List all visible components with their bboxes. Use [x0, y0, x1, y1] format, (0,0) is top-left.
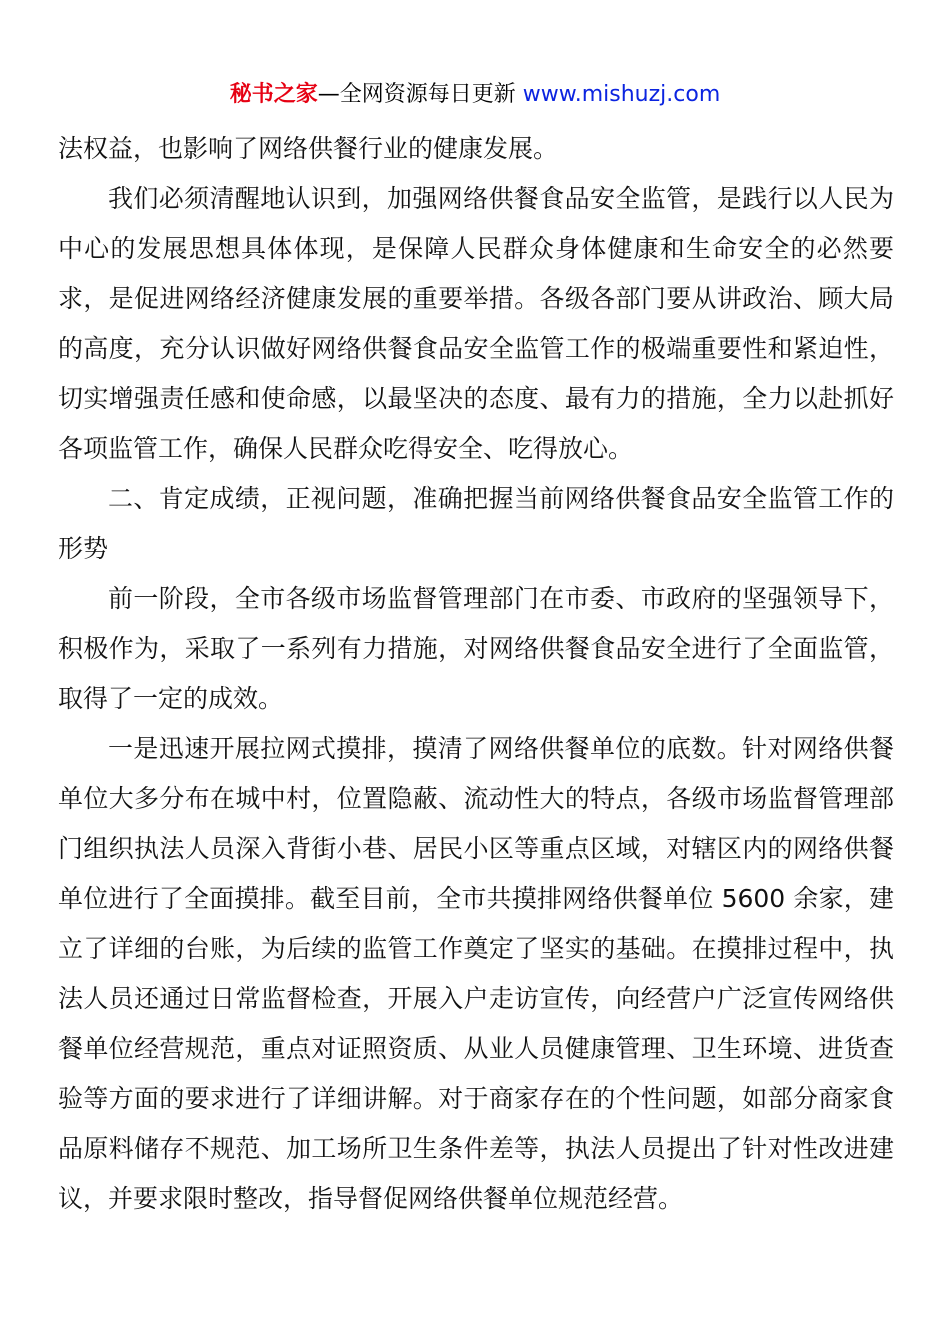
header-brand: 秘书之家 — [229, 82, 318, 107]
document-body — [58, 124, 894, 1224]
header-tagline: —全网资源每日更新 — [317, 82, 523, 107]
site-header — [0, 78, 950, 112]
paragraph-survey: 一是迅速开展拉网式摸排，摸清了网络供餐单位的底数。针对网络供餐单位大多分布在城中村，位置隐蔽、流动性大的特点，各级市场监督管理部门组织执法人员深入背街小巷、居民小区等重点区域，对辖区内的网络供餐单位进行了全面摸排。截至目前，全市共摸排网络供餐单位 5600 余家，建立了详细的台账，为后续的监管工作奠定了坚实的基础。在摸排过程中，执法人员还通过日常监督检查，开展入户走访宣传，向经营户广泛宣传网络供餐单位经营规范，重点对证照资质、从业人员健康管理、卫生环境、进货查验等方面的要求进行了详细讲解。对于商家存在的个性问题，如部分商家食品原料储存不规范、加工场所卫生条件差等，执法人员提出了针对性改进建议，并要求限时整改，指导督促网络供餐单位规范经营。 — [58, 734, 894, 1213]
paragraph-continuation: 法权益，也影响了网络供餐行业的健康发展。 — [58, 134, 559, 163]
header-url-link[interactable]: www.mishuzj.com — [522, 82, 721, 107]
section-heading-two: 二、肯定成绩，正视问题，准确把握当前网络供餐食品安全监管工作的形势 — [58, 484, 894, 563]
paragraph-awareness: 我们必须清醒地认识到，加强网络供餐食品安全监管，是践行以人民为中心的发展思想具体体现，是保障人民群众身体健康和生命安全的必然要求，是促进网络经济健康发展的重要举措。各级各部门要从讲政治、顾大局的高度，充分认识做好网络供餐食品安全监管工作的极端重要性和紧迫性，切实增强责任感和使命感，以最坚决的态度、最有力的措施，全力以赴抓好各项监管工作，确保人民群众吃得安全、吃得放心。 — [58, 184, 894, 463]
paragraph-achievements: 前一阶段，全市各级市场监督管理部门在市委、市政府的坚强领导下，积极作为，采取了一系列有力措施，对网络供餐食品安全进行了全面监管，取得了一定的成效。 — [58, 584, 894, 713]
